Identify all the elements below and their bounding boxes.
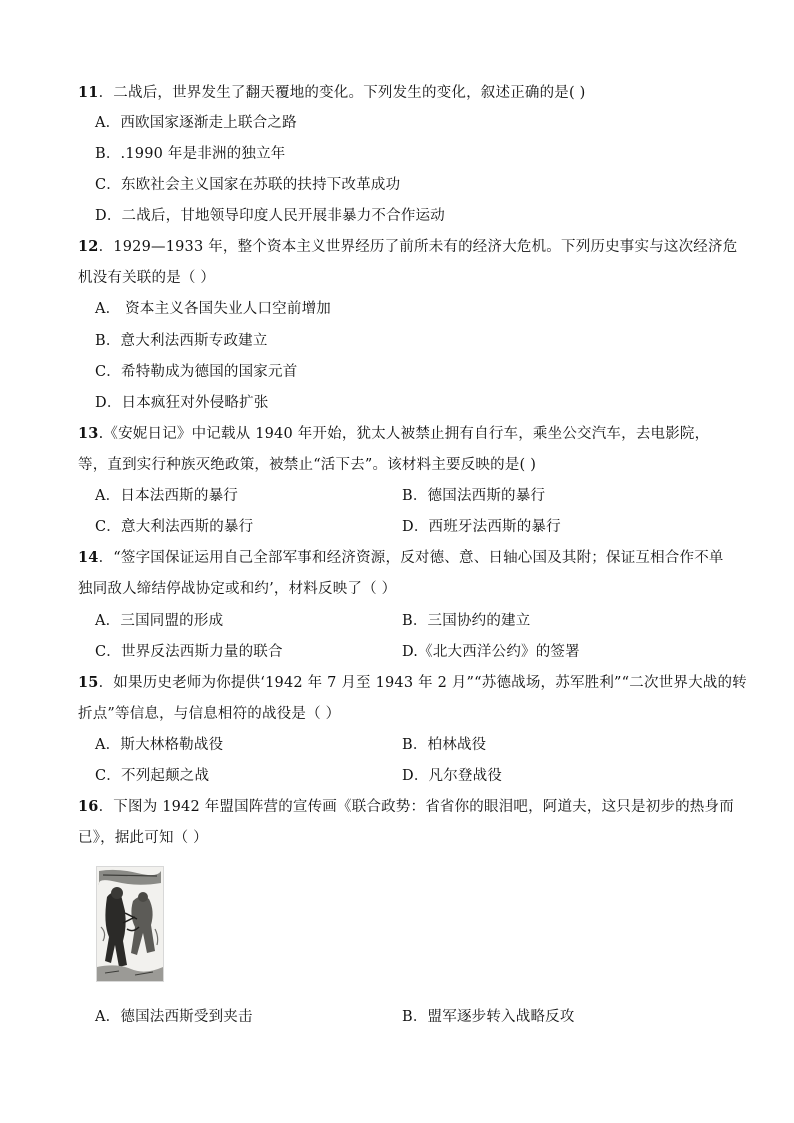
option-15-d[interactable]: D．凡尔登战役	[402, 768, 503, 784]
option-16-a[interactable]: A．德国法西斯受到夹击	[95, 1009, 253, 1025]
question-number: 12	[78, 238, 99, 255]
question-13	[78, 424, 709, 444]
option-15-a[interactable]: A．斯大林格勒战役	[95, 737, 224, 753]
option-16-b[interactable]: B．盟军逐步转入战略反攻	[402, 1009, 575, 1025]
option-12-b[interactable]: B．意大利法西斯专政建立	[95, 333, 268, 349]
question-15-continuation: 折点”等信息，与信息相符的战役是（ ）	[78, 706, 341, 722]
option-11-d[interactable]: D．二战后，甘地领导印度人民开展非暴力不合作运动	[95, 208, 445, 224]
option-12-a[interactable]: A． 资本主义各国失业人口空前增加	[95, 301, 331, 317]
question-16	[78, 797, 734, 817]
question-13-continuation: 等，直到实行种族灭绝政策，被禁止“活下去”。该材料主要反映的是( )	[78, 457, 537, 473]
propaganda-poster-image	[96, 866, 164, 982]
option-14-d[interactable]: D.《北大西洋公约》的签署	[402, 644, 580, 660]
question-11	[78, 83, 586, 103]
question-14-continuation: 独同敌人缔结停战协定或和约’，材料反映了（ ）	[78, 581, 397, 597]
question-number: 11	[78, 84, 99, 101]
poster-illustration	[97, 867, 163, 981]
question-16-continuation: 已》，据此可知（ ）	[78, 830, 208, 846]
question-text: ．“签字国保证运用自己全部军事和经济资源，反对德、意、日轴心国及其附；保证互相合作不单	[98, 550, 724, 566]
option-11-b[interactable]: B．.1990 年是非洲的独立年	[95, 146, 286, 162]
question-text: ．如果历史老师为你提供‘1942 年 7 月至 1943 年 2 月”“苏德战场，苏军胜利”“二次世界大战的转	[98, 675, 747, 691]
question-text: ．下图为 1942 年盟国阵营的宣传画《联合政势：省省你的眼泪吧，阿道夫，这只是初步的热身而	[98, 799, 734, 815]
question-15	[78, 673, 747, 693]
option-11-c[interactable]: C．东欧社会主义国家在苏联的扶持下改革成功	[95, 177, 401, 193]
option-12-d[interactable]: D．日本疯狂对外侵略扩张	[95, 395, 269, 411]
option-13-a[interactable]: A．日本法西斯的暴行	[95, 488, 238, 504]
option-13-d[interactable]: D．西班牙法西斯的暴行	[402, 519, 561, 535]
option-12-c[interactable]: C．希特勒成为德国的国家元首	[95, 364, 298, 380]
question-12	[78, 237, 737, 257]
question-14	[78, 548, 724, 568]
option-14-b[interactable]: B．三国协约的建立	[402, 613, 531, 629]
question-number: 13	[78, 425, 99, 442]
question-12-continuation: 机没有关联的是（ ）	[78, 270, 216, 286]
question-number: 14	[78, 549, 99, 566]
option-11-a[interactable]: A．西欧国家逐渐走上联合之路	[95, 115, 297, 131]
option-14-c[interactable]: C．世界反法西斯力量的联合	[95, 644, 283, 660]
option-13-c[interactable]: C．意大利法西斯的暴行	[95, 519, 254, 535]
option-15-c[interactable]: C．不列起颠之战	[95, 768, 210, 784]
option-14-a[interactable]: A．三国同盟的形成	[95, 613, 224, 629]
question-text: .《安妮日记》中记载从 1940 年开始，犹太人被禁止拥有自行车，乘坐公交汽车，去电影院，	[98, 426, 710, 442]
question-text: ．二战后，世界发生了翻天覆地的变化。下列发生的变化，叙述正确的是( )	[98, 85, 586, 101]
question-number: 15	[78, 674, 99, 691]
option-15-b[interactable]: B．柏林战役	[402, 737, 487, 753]
question-text: ．1929—1933 年，整个资本主义世界经历了前所未有的经济大危机。下列历史事实与这次经济危	[98, 239, 738, 255]
option-13-b[interactable]: B．德国法西斯的暴行	[402, 488, 546, 504]
question-number: 16	[78, 798, 99, 815]
